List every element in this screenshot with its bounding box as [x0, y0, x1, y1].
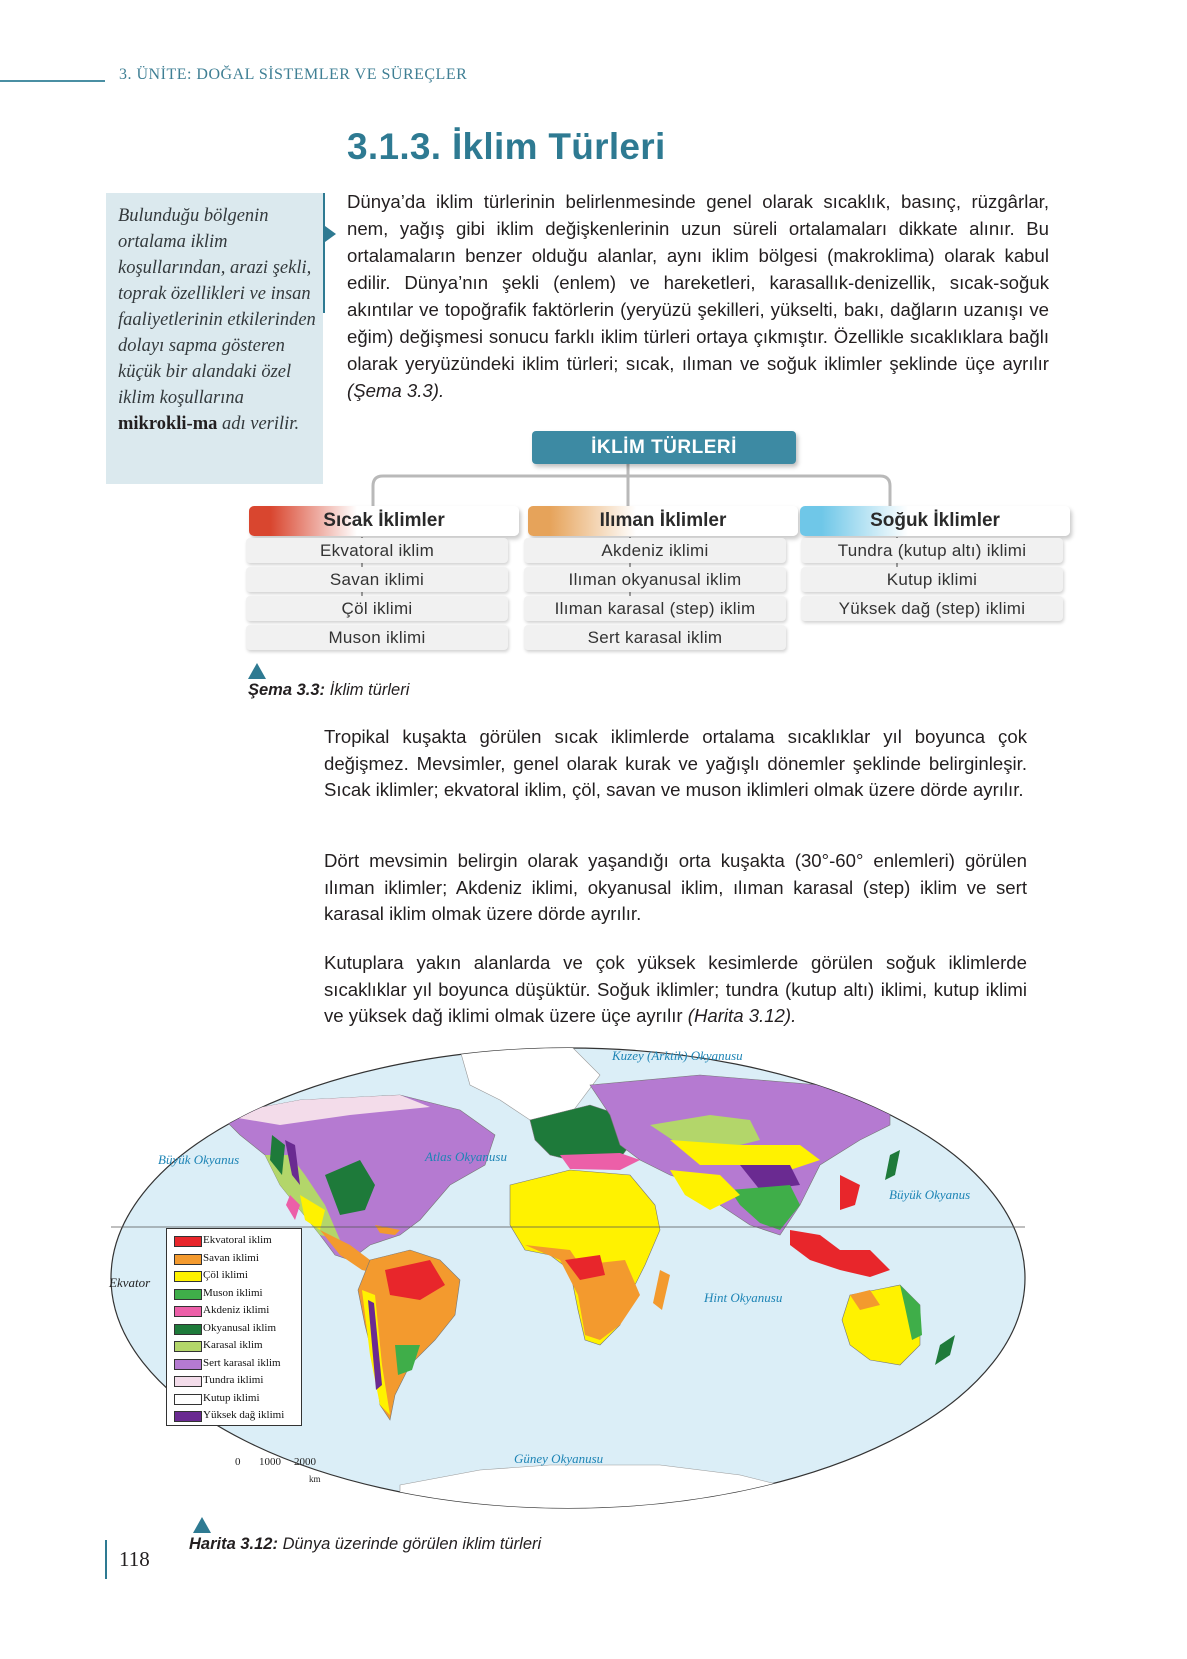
map-legend: Ekvatoral iklim Savan iklimi Çöl iklimi Muson iklimi Akdeniz iklimi Okyanusal iklim Karasal iklim Sert karasal iklim Tundra iklimi Kutup iklimi Yüksek dağ iklimi [166, 1228, 302, 1426]
schema-root: İKLİM TÜRLERİ [532, 431, 796, 464]
category-mild: Ilıman İklimler [528, 506, 798, 536]
scale-label: 0 [235, 1456, 241, 1468]
category-cold: Soğuk İklimler [800, 506, 1070, 536]
equator-label: Ekvator [109, 1275, 151, 1290]
schema-item: Akdeniz iklimi [524, 538, 786, 563]
paragraph-hot: Tropikal kuşakta görülen sıcak iklimlerde ortalama sıcaklıklar yıl boyunca çok değişmez. Mevsimler, genel olarak kurak ve yağışlı dönemler şeklinde belirginleşir. Sıcak iklimler; ekvatoral iklim, çöl, savan ve muson iklimleri olmak üzere dörde ayrılır. [324, 726, 1027, 800]
unit-header: 3. ÜNİTE: DOĞAL SİSTEMLER VE SÜREÇLER [119, 66, 468, 83]
schema-item: Yüksek dağ (step) iklimi [801, 596, 1063, 621]
legend-swatch [174, 1306, 202, 1317]
category-hot: Sıcak İklimler [249, 506, 519, 536]
ocean-label: Atlas Okyanusu [425, 1149, 507, 1164]
map-caption: Harita 3.12: Dünya üzerinde görülen iklim türleri [189, 1535, 542, 1553]
schema-item: Çöl iklimi [246, 596, 508, 621]
section-title: 3.1.3. İklim Türleri [347, 126, 666, 167]
ocean-label: Güney Okyanusu [514, 1451, 604, 1466]
ocean-label: Kuzey (Arktik) Okyanusu [612, 1048, 743, 1063]
scale-label: 2000 [294, 1456, 316, 1468]
schema-caption: Şema 3.3: İklim türleri [248, 681, 410, 699]
header-rule [0, 80, 105, 82]
paragraph-mild: Dört mevsimin belirgin olarak yaşandığı orta kuşakta (30°-60° enlemleri) görülen ılıman iklimler; Akdeniz iklimi, okyanusal iklim, ılıman karasal (step) iklim ve sert karasal iklim olmak üzere dörde ayrılır. [324, 850, 1027, 924]
schema-item: Muson iklimi [246, 625, 508, 650]
schema-item: Sert karasal iklim [524, 625, 786, 650]
page-number: 118 [119, 1547, 150, 1571]
legend-swatch [174, 1359, 202, 1370]
page-number-rule [105, 1540, 107, 1579]
legend-swatch [174, 1254, 202, 1265]
legend-swatch [174, 1394, 202, 1405]
schema-item: Ilıman okyanusal iklim [524, 567, 786, 592]
legend-swatch [174, 1411, 202, 1422]
schema-item: Savan iklimi [246, 567, 508, 592]
legend-swatch [174, 1341, 202, 1352]
legend-swatch [174, 1324, 202, 1335]
sidebar-text: Bulunduğu bölgenin ortalama iklim koşullarından, arazi şekli, toprak özellikleri ve insan faaliyetlerinin etkilerinden dolayı sapma gösteren küçük bir alandaki özel iklim koşullarına mikrokli-ma adı verilir. [118, 206, 316, 434]
scale-label: 1000 [259, 1456, 281, 1468]
sidebar-rule [323, 193, 325, 313]
ocean-label: Büyük Okyanus [889, 1187, 971, 1202]
schema-item: Kutup iklimi [801, 567, 1063, 592]
caption-marker-icon [193, 1517, 211, 1533]
paragraph-intro: Dünya’da iklim türlerinin belirlenmesinde genel olarak sıcaklık, basınç, rüzgârlar, nem, yağış gibi iklim değişkenlerinin uzun süreli ortalamaları dikkate alınır. Bu ortalamaların benzer olduğu alanlar, aynı iklim bölgesi (makroklima) olarak kabul edilir. Dünya’nın şekli (enlem) ve hareketleri, karasallık-denizellik, sıcak-soğuk akıntılar ve topoğrafik faktörlerin (yeryüzü şekilleri, yükselti, bakı, dağların uzanışı ve eğim) değişmesi sonucu farklı iklim türleri ortaya çıkmıştır. Özellikle sıcaklıklara bağlı olarak yeryüzündeki iklim türleri; sıcak, ılıman ve soğuk iklimler şeklinde üçe ayrılır (Şema 3.3). [347, 191, 1049, 401]
caption-marker-icon [248, 663, 266, 679]
legend-swatch [174, 1289, 202, 1300]
legend-swatch [174, 1376, 202, 1387]
scale-unit: km [309, 1474, 321, 1484]
schema-item: Ilıman karasal (step) iklim [524, 596, 786, 621]
sidebar-pointer-icon [325, 226, 336, 242]
sidebar-term: mikrokli-ma [118, 414, 218, 434]
paragraph-cold: Kutuplara yakın alanlarda ve çok yüksek kesimlerde görülen soğuk iklimlerde sıcaklıklar yıl boyunca düşüktür. Soğuk iklimler; tundra (kutup altı) iklimi, kutup iklimi ve yüksek dağ iklimi olmak üzere üçe ayrılır (Harita 3.12). [324, 952, 1027, 1026]
legend-swatch [174, 1271, 202, 1282]
ocean-label: Büyük Okyanus [158, 1152, 240, 1167]
legend-swatch [174, 1236, 202, 1247]
schema-item: Tundra (kutup altı) iklimi [801, 538, 1063, 563]
schema-item: Ekvatoral iklim [246, 538, 508, 563]
ocean-label: Hint Okyanusu [704, 1290, 783, 1305]
